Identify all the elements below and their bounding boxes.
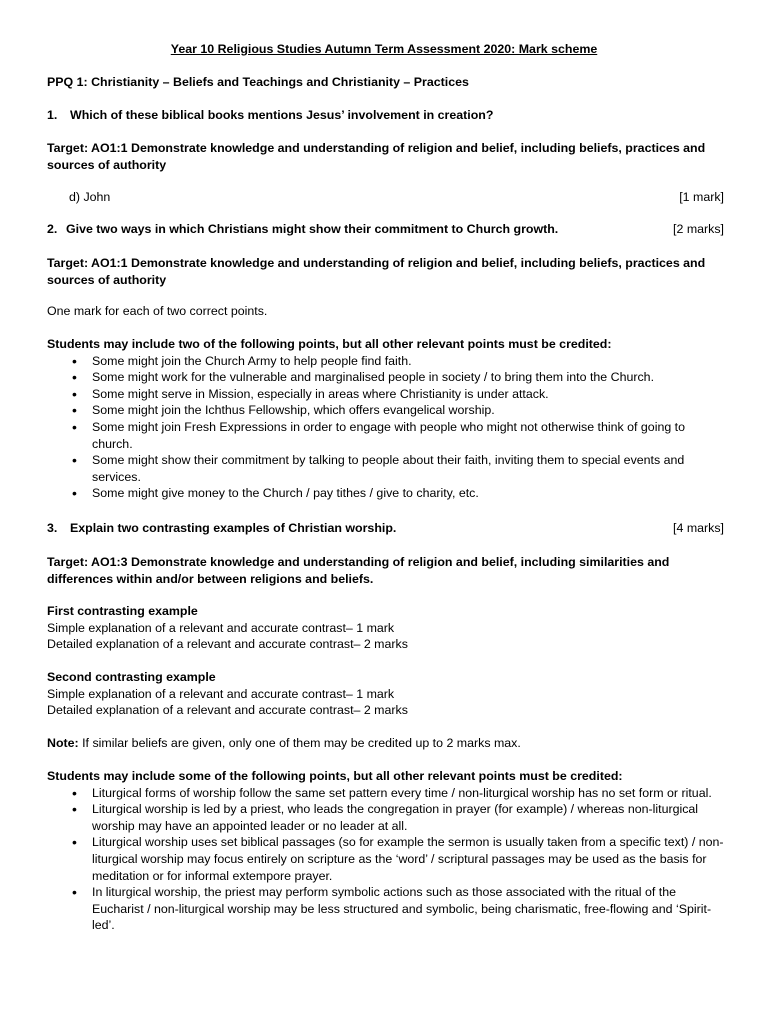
first-contrast-heading: First contrasting example: [47, 604, 198, 618]
first-contrast-section: [47, 603, 724, 653]
question-2-number: 2.: [47, 222, 58, 236]
document-title: Year 10 Religious Studies Autumn Term Assessment 2020: Mark scheme: [170, 42, 598, 56]
question-3-text: Explain two contrasting examples of Christian worship.: [70, 521, 397, 535]
question-2: [47, 221, 724, 238]
list-item: • Some might give money to the Church / pay tithes / give to charity, etc.: [92, 485, 724, 502]
question-3: [47, 520, 724, 537]
list-item: • Some might join Fresh Expressions in order to engage with people who might not otherwise think of going to church.: [92, 419, 724, 452]
second-contrast-section: [47, 669, 724, 719]
ppq-heading: PPQ 1: Christianity – Beliefs and Teachings and Christianity – Practices: [47, 75, 469, 89]
list-item: • Liturgical worship is led by a priest, who leads the congregation in prayer (for example) / whereas non-liturgical worship may have an appointed leader or no leader at all.: [92, 801, 724, 834]
list-item: • Some might join the Church Army to help people find faith.: [92, 353, 724, 370]
question-3-points-list: [47, 785, 724, 934]
list-item: • Some might serve in Mission, especially in areas where Christianity is under attack.: [92, 386, 724, 403]
second-contrast-heading: Second contrasting example: [47, 670, 216, 684]
question-3-intro: Students may include some of the following points, but all other relevant points must be credited:: [47, 769, 623, 783]
question-1-marks: [1 mark]: [679, 190, 724, 204]
question-3-target: Target: AO1:3 Demonstrate knowledge and understanding of religion and belief, including similarities and differences within and/or between religions and beliefs.: [47, 555, 670, 586]
question-3-note: [47, 735, 724, 752]
question-2-intro: Students may include two of the following points, but all other relevant points must be credited:: [47, 337, 612, 351]
list-item: • Liturgical forms of worship follow the same set pattern every time / non-liturgical worship has no set form or ritual.: [92, 785, 724, 802]
list-item: • Liturgical worship uses set biblical passages (so for example the sermon is usually taken from a specific text) / non-liturgical worship may focus entirely on scripture as the ‘word’ / scriptural passages may be used as the basis for meditation or for informal extempore prayer.: [92, 834, 724, 884]
question-1: [47, 107, 724, 124]
question-3-number: 3.: [47, 521, 58, 535]
question-1-target: Target: AO1:1 Demonstrate knowledge and understanding of religion and belief, including beliefs, practices and sources of authority: [47, 141, 706, 172]
list-item: • Some might join the Ichthus Fellowship, which offers evangelical worship.: [92, 402, 724, 419]
question-2-target: Target: AO1:1 Demonstrate knowledge and understanding of religion and belief, including beliefs, practices and sources of authority: [47, 256, 706, 287]
question-2-points-list: [47, 353, 724, 502]
list-item: • Some might show their commitment by talking to people about their faith, inviting them to special events and services.: [92, 452, 724, 485]
question-2-mark-note: One mark for each of two correct points.: [47, 304, 268, 318]
question-3-points-section: [47, 768, 724, 934]
question-3-marks: [4 marks]: [673, 521, 724, 535]
second-contrast-detailed: Detailed explanation of a relevant and accurate contrast– 2 marks: [47, 703, 408, 718]
question-2-text: Give two ways in which Christians might show their commitment to Church growth.: [66, 222, 559, 236]
first-contrast-detailed: Detailed explanation of a relevant and accurate contrast– 2 marks: [47, 637, 408, 652]
first-contrast-simple: Simple explanation of a relevant and accurate contrast– 1 mark: [47, 620, 395, 635]
list-item: • Some might work for the vulnerable and marginalised people in society / to bring them into the Church.: [92, 369, 724, 386]
question-2-points-section: [47, 336, 724, 502]
second-contrast-simple: Simple explanation of a relevant and accurate contrast– 1 mark: [47, 686, 395, 701]
question-1-answer-row: [47, 189, 724, 206]
question-2-marks: [2 marks]: [673, 222, 724, 236]
question-1-answer: d) John: [69, 190, 111, 204]
question-1-number: 1.: [47, 108, 58, 122]
note-text: If similar beliefs are given, only one of them may be credited up to 2 marks max.: [78, 736, 521, 750]
question-1-text: Which of these biblical books mentions Jesus’ involvement in creation?: [70, 108, 494, 122]
list-item: • In liturgical worship, the priest may perform symbolic actions such as those associated with the ritual of the Eucharist / non-liturgical worship may be less structured and symbolic, being charismatic, free-flowing and ‘Spirit-led’.: [92, 884, 724, 934]
note-label: Note:: [47, 736, 79, 750]
